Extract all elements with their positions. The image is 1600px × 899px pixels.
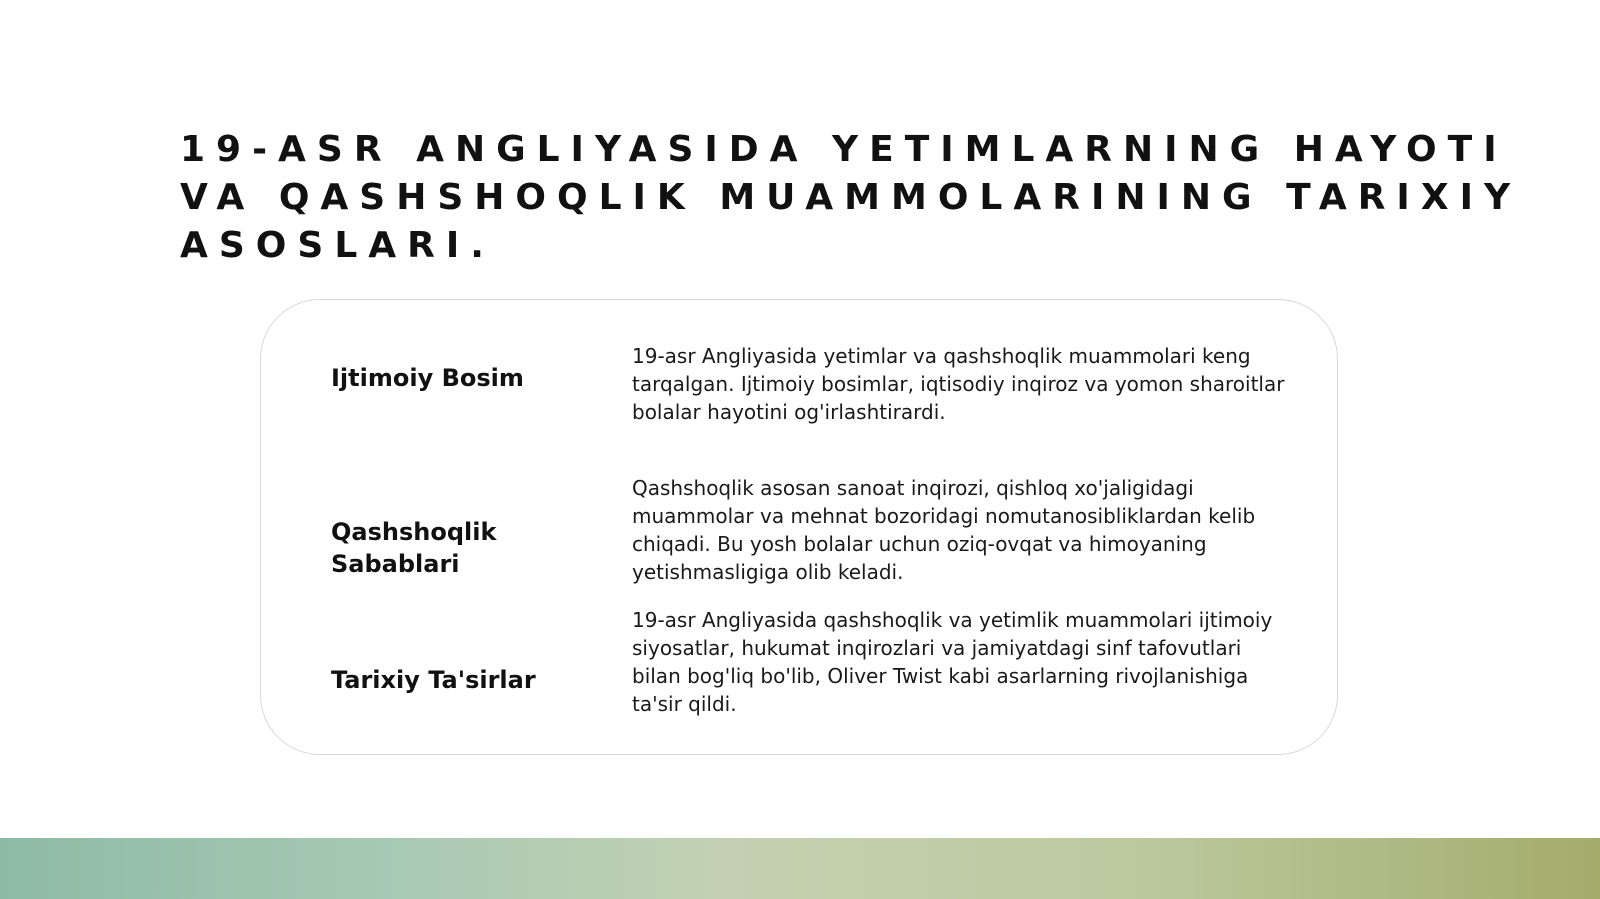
row-label: Qashshoqlik Sabablari <box>331 518 497 578</box>
row-label: Ijtimoiy Bosim <box>331 364 524 392</box>
slide-title: 19-ASR ANGLIYASIDA YETIMLARNING HAYOTI VA QASHSHOQLIK MUAMMOLARINING TARIXIY ASOSLARI. <box>180 129 1522 266</box>
row-label: Tarixiy Ta'sirlar <box>331 666 536 694</box>
row-description: 19-asr Angliyasida qashshoqlik va yetimlik muammolari ijtimoiy siyosatlar, hukumat inqirozlari va jamiyatdagi sinf tafovutlari bilan bog'liq bo'lib, Oliver Twist kabi asarlarning rivojlanishiga ta'sir qildi. <box>632 608 1273 716</box>
content-card <box>260 299 1338 755</box>
row-description: 19-asr Angliyasida yetimlar va qashshoqlik muammolari keng tarqalgan. Ijtimoiy bosimlar, iqtisodiy inqiroz va yomon sharoitlar bolalar hayotini og'irlashtirardi. <box>632 344 1285 424</box>
row-description: Qashshoqlik asosan sanoat inqirozi, qishloq xo'jaligidagi muammolar va mehnat bozoridagi nomutanosibliklardan kelib chiqadi. Bu yosh bolalar uchun oziq-ovqat va himoyaning yetishmasligiga olib keladi. <box>632 476 1256 584</box>
footer-gradient-band <box>0 838 1600 899</box>
